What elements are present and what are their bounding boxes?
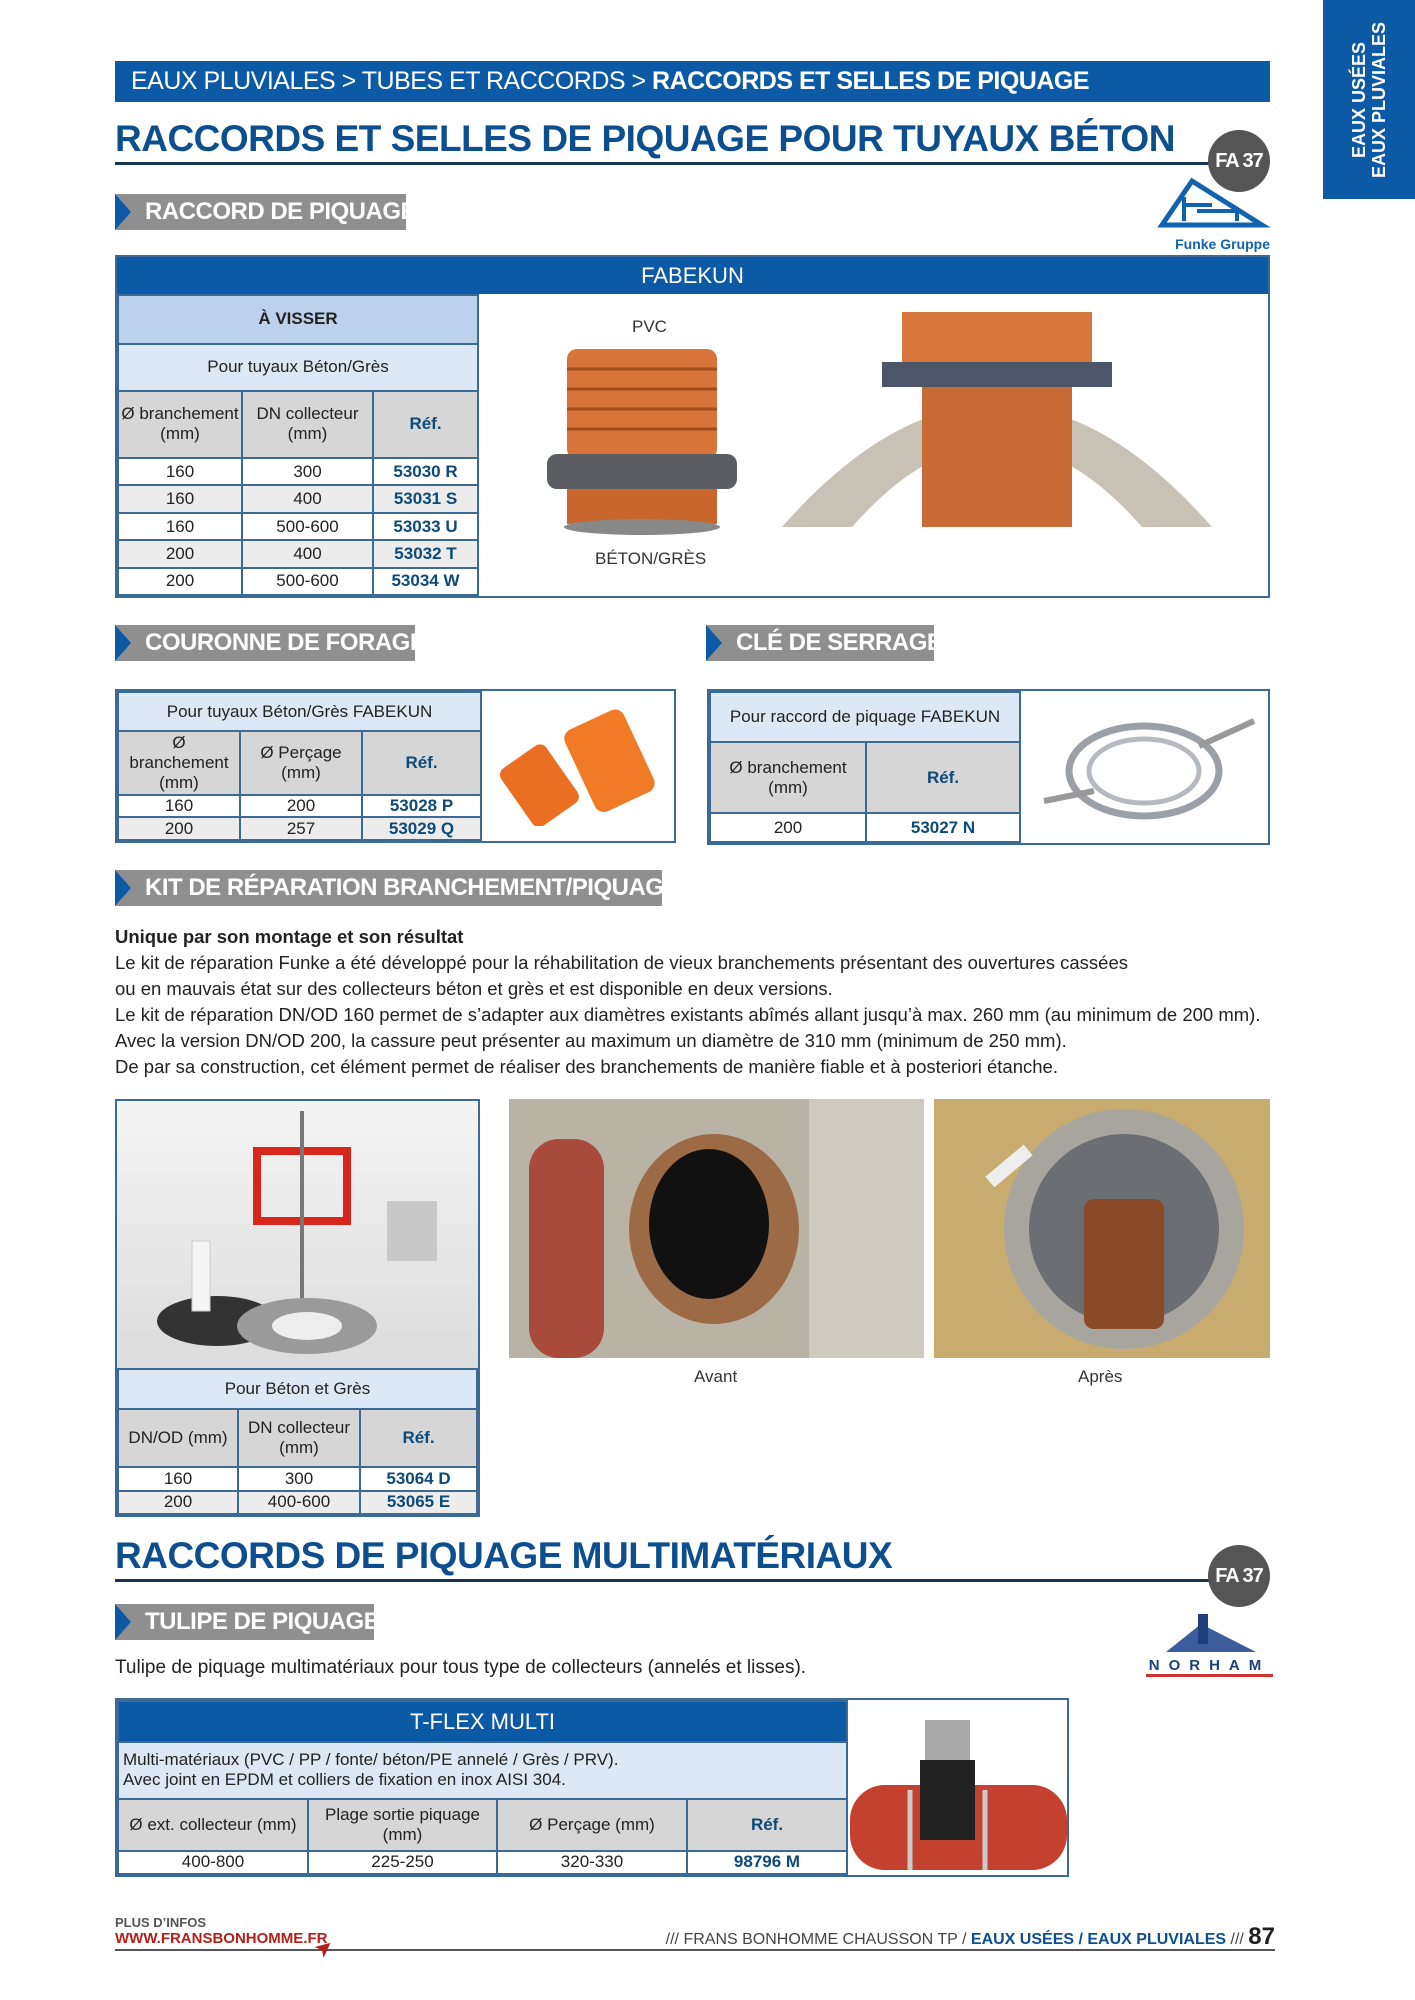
table-cell: 500-600: [242, 513, 373, 540]
kit-table: [117, 1368, 478, 1515]
kit-description: [115, 924, 1315, 1080]
reference-cell: 53033 U: [373, 513, 478, 540]
raccord-label: RACCORD DE PIQUAGE: [115, 194, 406, 230]
col-header: Réf.: [866, 742, 1020, 813]
couronne-panel: [115, 689, 676, 843]
tulipe-label: TULIPE DE PIQUAGE: [115, 1604, 374, 1640]
beton-gres-label: BÉTON/GRÈS: [595, 549, 707, 568]
cle-image: [1034, 706, 1264, 831]
side-tab[interactable]: [1323, 0, 1415, 199]
breadcrumb-path[interactable]: EAUX PLUVIALES > TUBES ET RACCORDS >: [131, 67, 653, 95]
norham-logo: [1146, 1612, 1273, 1676]
table-row: [710, 813, 1020, 842]
col-header: Ø Perçage (mm): [497, 1799, 687, 1851]
raccord-table: [117, 294, 479, 596]
col-header: Réf.: [360, 1409, 477, 1467]
before-image: [509, 1099, 924, 1358]
col-header: DN collecteur (mm): [238, 1409, 360, 1467]
table-cell: 500-600: [242, 568, 373, 595]
tflex-header: T-FLEX MULTI: [118, 1701, 847, 1742]
table-cell: 200: [118, 568, 242, 595]
table-subtitle: Pour Béton et Grès: [118, 1369, 477, 1409]
funke-logo-text: Funke Gruppe: [1175, 236, 1270, 252]
table-cell: 225-250: [308, 1851, 497, 1874]
breadcrumb-current: RACCORDS ET SELLES DE PIQUAGE: [652, 67, 1089, 95]
table-row: [118, 795, 481, 818]
table-cell: 200: [118, 817, 240, 840]
kit-text: De par sa construction, cet élément permet de réaliser des branchements de manière fiable et à posteriori étanche.: [115, 1056, 1058, 1077]
side-tab-line1: EAUX USÉES: [1349, 41, 1369, 158]
table-subtitle: Pour tuyaux Béton/Grès FABEKUN: [118, 692, 481, 731]
kit-text: Avec la version DN/OD 200, la cassure peut présenter au maximum un diamètre de 310 mm (minimum de 250 mm).: [115, 1030, 1067, 1051]
section-title: RACCORDS ET SELLES DE PIQUAGE POUR TUYAUX BÉTON: [115, 118, 1235, 165]
col-header: Ø Perçage (mm): [240, 731, 362, 795]
table-row: [118, 568, 478, 595]
table-cell: 400-800: [118, 1851, 308, 1874]
before-caption: Avant: [694, 1367, 738, 1386]
table-cell: 400: [242, 540, 373, 567]
fa-badge: FA 37: [1208, 130, 1270, 192]
table-cell: 320-330: [497, 1851, 687, 1874]
section2-title: RACCORDS DE PIQUAGE MULTIMATÉRIAUX: [115, 1535, 1235, 1582]
table-row: [118, 1467, 477, 1490]
col-header: Ø branchement (mm): [118, 391, 242, 458]
fabekun-panel: [115, 255, 1270, 598]
col-header: Réf.: [373, 391, 478, 458]
table-row: [118, 485, 478, 512]
table-cell: 200: [710, 813, 866, 842]
footer-section: EAUX USÉES / EAUX PLUVIALES: [970, 1931, 1227, 1948]
table-row: [118, 513, 478, 540]
reference-cell: 53064 D: [360, 1467, 477, 1490]
reference-cell: 53034 W: [373, 568, 478, 595]
tulipe-text: Tulipe de piquage multimatériaux pour tous type de collecteurs (annelés et lisses).: [115, 1657, 807, 1678]
side-tab-line2: EAUX PLUVIALES: [1369, 21, 1389, 178]
table-row: [118, 817, 481, 840]
fabekun-header: FABEKUN: [117, 257, 1268, 294]
footer-sep: ///: [1226, 1931, 1244, 1948]
col-header: Ø branchement (mm): [118, 731, 240, 795]
col-header: DN/OD (mm): [118, 1409, 238, 1467]
table-row: [118, 1491, 477, 1514]
cle-label: CLÉ DE SERRAGE: [706, 625, 934, 661]
cle-table: [709, 691, 1021, 843]
table-cell: 160: [118, 485, 242, 512]
table-cell: 160: [118, 795, 240, 818]
tflex-table: [117, 1700, 848, 1875]
reference-cell: 53028 P: [362, 795, 481, 818]
col-header: Plage sortie piquage (mm): [308, 1799, 497, 1851]
col-header: Réf.: [362, 731, 481, 795]
tflex-desc: Avec joint en EPDM et colliers de fixation en inox AISI 304.: [123, 1770, 566, 1790]
reference-cell: 53065 E: [360, 1491, 477, 1514]
tflex-image: [850, 1700, 1067, 1875]
table-type: À VISSER: [118, 295, 478, 344]
page-number: 87: [1248, 1923, 1275, 1950]
col-header: Réf.: [687, 1799, 847, 1851]
table-cell: 200: [118, 1491, 238, 1514]
col-header: Ø branchement (mm): [710, 742, 866, 813]
table-row: [118, 458, 478, 485]
table-cell: 200: [240, 795, 362, 818]
cursor-arrow-icon: ➤: [308, 1932, 339, 1964]
table-cell: 400-600: [238, 1491, 360, 1514]
kit-image: [117, 1101, 478, 1368]
after-image: [934, 1099, 1270, 1358]
col-header: Ø ext. collecteur (mm): [118, 1799, 308, 1851]
kit-label: KIT DE RÉPARATION BRANCHEMENT/PIQUAGE: [115, 870, 662, 906]
table-subtitle: Pour tuyaux Béton/Grès: [118, 344, 478, 391]
table-subtitle: Pour raccord de piquage FABEKUN: [710, 692, 1020, 742]
reference-cell: 53029 Q: [362, 817, 481, 840]
kit-text: Le kit de réparation Funke a été développé pour la réhabilitation de vieux branchements présentant des ouvertures cassées: [115, 952, 1128, 973]
footer: [115, 1915, 1275, 1964]
kit-text: ou en mauvais état sur des collecteurs béton et grès et est disponible en deux versions.: [115, 978, 833, 999]
table-cell: 160: [118, 458, 242, 485]
table-cell: 400: [242, 485, 373, 512]
footer-website-link[interactable]: WWW.FRANSBONHOMME.FR: [115, 1930, 328, 1947]
reference-cell: 53027 N: [866, 813, 1020, 842]
tflex-desc: Multi-matériaux (PVC / PP / fonte/ béton/PE annelé / Grès / PRV).: [123, 1750, 619, 1770]
table-cell: 300: [242, 458, 373, 485]
table-cell: 160: [118, 513, 242, 540]
raccord-installed-image: [782, 302, 1212, 527]
reference-cell: 53032 T: [373, 540, 478, 567]
table-cell: 257: [240, 817, 362, 840]
table-cell: 300: [238, 1467, 360, 1490]
table-cell: 160: [118, 1467, 238, 1490]
table-cell: 200: [118, 540, 242, 567]
reference-cell: 98796 M: [687, 1851, 847, 1874]
reference-cell: 53031 S: [373, 485, 478, 512]
kit-panel: [115, 1099, 480, 1517]
footer-company: /// FRANS BONHOMME CHAUSSON TP /: [665, 1931, 971, 1948]
couronne-label: COURONNE DE FORAGE: [115, 625, 415, 661]
footer-more-info: PLUS D’INFOS: [115, 1915, 207, 1930]
pvc-label: PVC: [632, 317, 667, 336]
after-caption: Après: [1078, 1367, 1123, 1386]
kit-heading: Unique par son montage et son résultat: [115, 926, 464, 947]
kit-text: Le kit de réparation DN/OD 160 permet de s’adapter aux diamètres existants abîmés allant jusqu’à max. 260 mm (au minimum de 200 mm).: [115, 1004, 1261, 1025]
col-header: DN collecteur (mm): [242, 391, 373, 458]
couronne-table: [117, 691, 482, 841]
breadcrumb: [115, 61, 1270, 102]
table-row: [118, 540, 478, 567]
norham-logo-text: NORHAM: [1146, 1657, 1273, 1677]
reference-cell: 53030 R: [373, 458, 478, 485]
table-row: [118, 1851, 847, 1874]
tflex-panel: [115, 1698, 1069, 1877]
cle-panel: [707, 689, 1270, 845]
couronne-image: [492, 706, 672, 826]
raccord-product-image: [542, 339, 742, 539]
funke-logo: [1142, 175, 1270, 252]
fa-badge-2: FA 37: [1208, 1545, 1270, 1607]
